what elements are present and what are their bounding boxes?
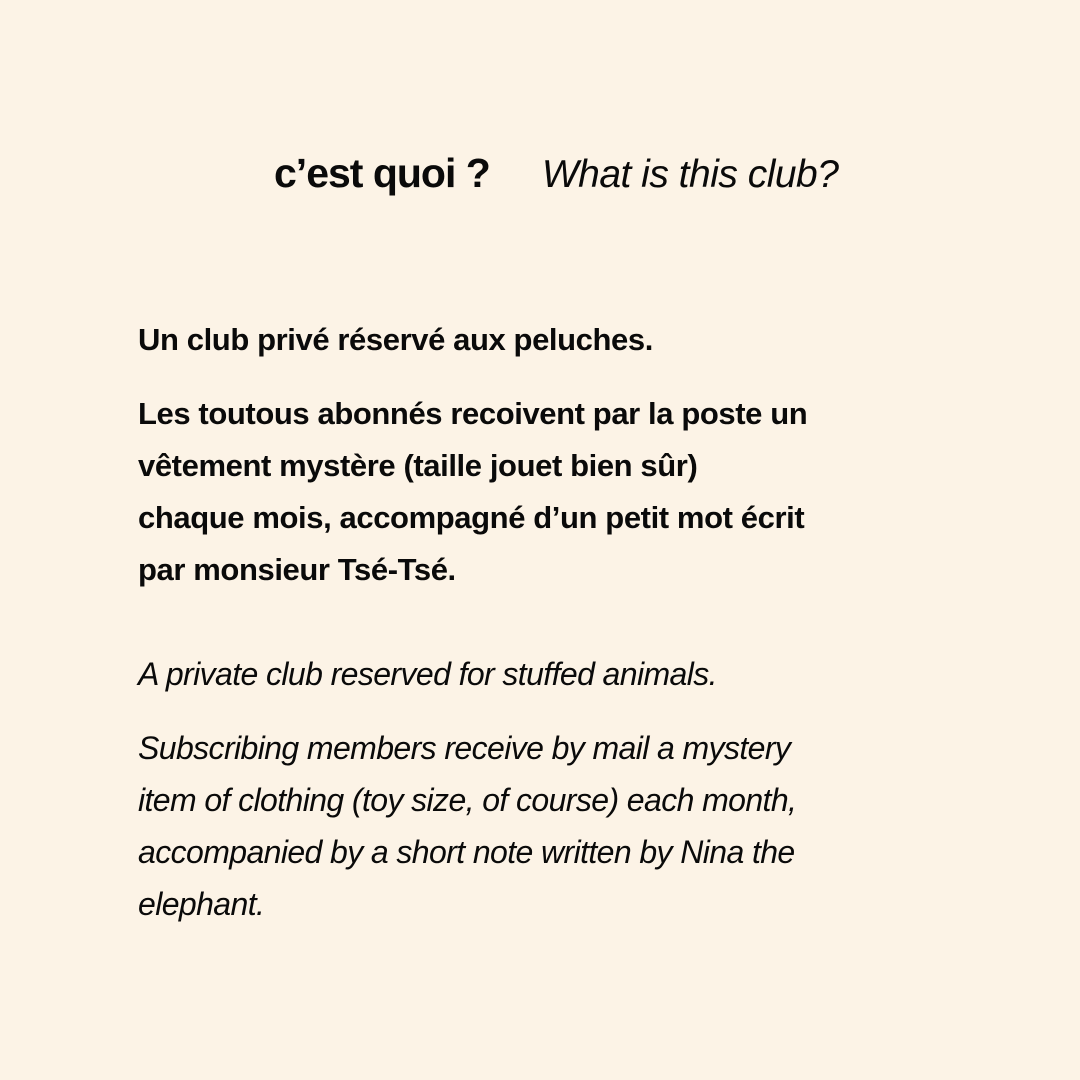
english-intro: A private club reserved for stuffed animals. <box>138 656 717 692</box>
title-french: c’est quoi ? <box>274 150 490 196</box>
english-line: Subscribing members receive by mail a mystery <box>138 730 791 766</box>
french-intro: Un club privé réservé aux peluches. <box>138 322 653 357</box>
french-line: Les toutous abonnés recoivent par la poste un <box>138 396 808 431</box>
french-line: vêtement mystère (taille jouet bien sûr) <box>138 448 698 483</box>
english-description <box>138 648 968 930</box>
english-line: accompanied by a short note written by Nina the <box>138 834 795 870</box>
french-description <box>138 314 968 596</box>
english-line: elephant. <box>138 886 265 922</box>
french-line: par monsieur Tsé-Tsé. <box>138 552 456 587</box>
title-row <box>274 150 838 197</box>
french-line: chaque mois, accompagné d’un petit mot écrit <box>138 500 805 535</box>
english-line: item of clothing (toy size, of course) each month, <box>138 782 797 818</box>
title-english: What is this club? <box>541 153 839 196</box>
